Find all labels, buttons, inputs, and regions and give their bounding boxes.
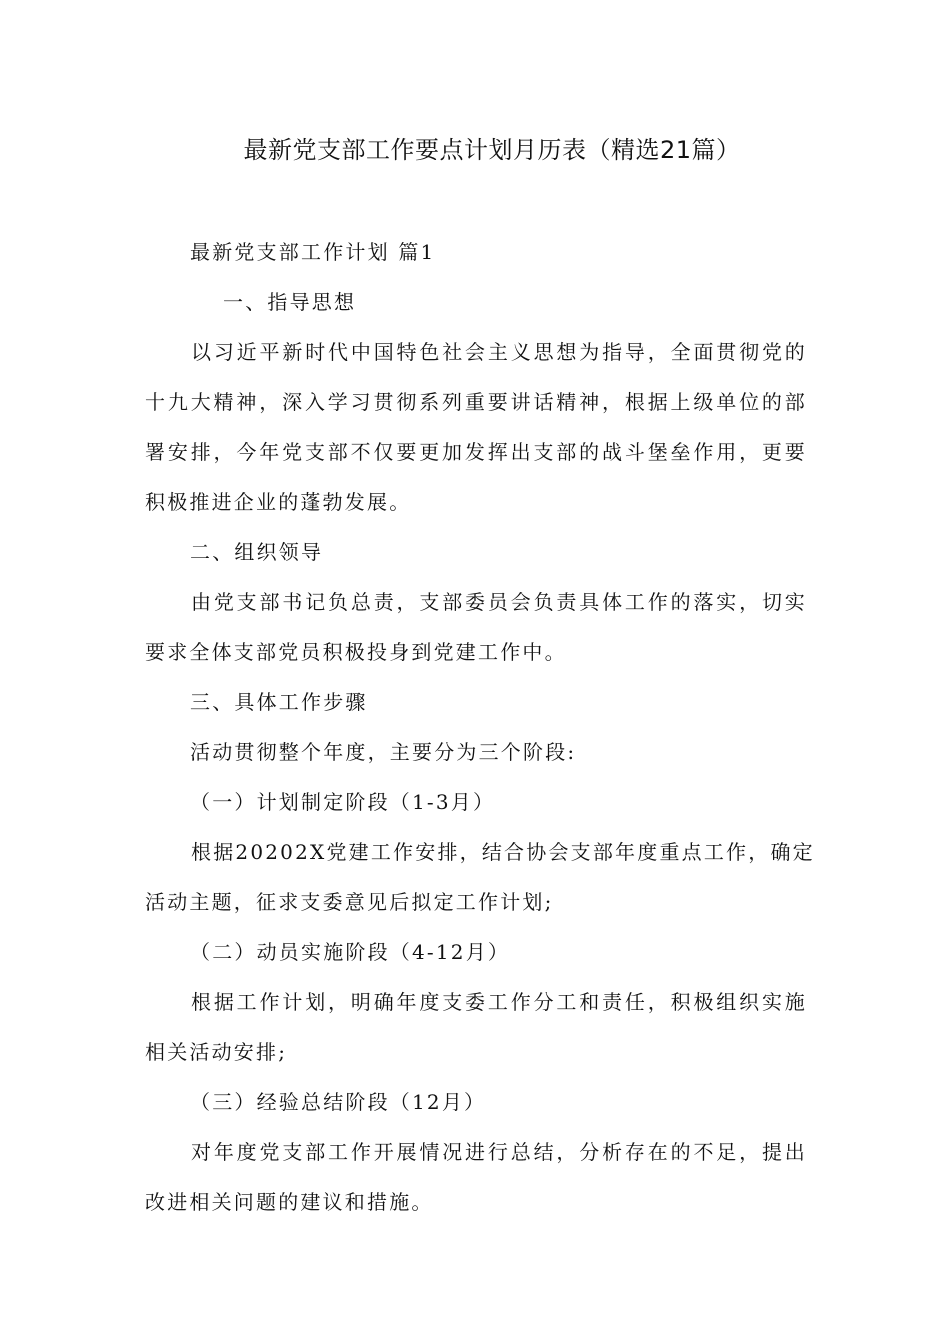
paragraph-line: 相关活动安排;: [145, 1040, 288, 1064]
paragraph-line: 十九大精神，深入学习贯彻系列重要讲话精神，根据上级单位的部: [145, 390, 807, 414]
paragraph-line: 署安排，今年党支部不仅要更加发挥出支部的战斗堡垒作用，更要: [145, 440, 807, 464]
paragraph-line: 以习近平新时代中国特色社会主义思想为指导，全面贯彻党的: [191, 340, 807, 364]
paragraph-line: 要求全体支部党员积极投身到党建工作中。: [145, 640, 567, 664]
stage-heading: （二）动员实施阶段（4-12月）: [190, 940, 511, 964]
section-heading: 最新党支部工作计划 篇1: [190, 240, 436, 264]
paragraph-line: 改进相关问题的建议和措施。: [145, 1190, 434, 1214]
paragraph-line: 积极推进企业的蓬勃发展。: [145, 490, 412, 514]
paragraph-line: 活动主题，征求支委意见后拟定工作计划;: [145, 890, 554, 914]
stage-heading: （三）经验总结阶段（12月）: [190, 1090, 487, 1114]
paragraph-line: 由党支部书记负总责，支部委员会负责具体工作的落实，切实: [191, 590, 807, 614]
heading-organization: 二、组织领导: [190, 540, 324, 564]
document-title: 最新党支部工作要点计划月历表（精选21篇）: [243, 136, 741, 164]
paragraph-line: 根据工作计划，明确年度支委工作分工和责任，积极组织实施: [191, 990, 807, 1014]
paragraph-line: 根据20202X党建工作安排，结合协会支部年度重点工作，确定: [191, 840, 815, 864]
heading-guiding-ideology: 一、指导思想: [223, 290, 357, 314]
heading-work-steps: 三、具体工作步骤: [190, 690, 368, 714]
stage-heading: （一）计划制定阶段（1-3月）: [190, 790, 496, 814]
paragraph-line: 对年度党支部工作开展情况进行总结，分析存在的不足，提出: [191, 1140, 807, 1164]
paragraph-line: 活动贯彻整个年度，主要分为三个阶段:: [190, 740, 577, 764]
